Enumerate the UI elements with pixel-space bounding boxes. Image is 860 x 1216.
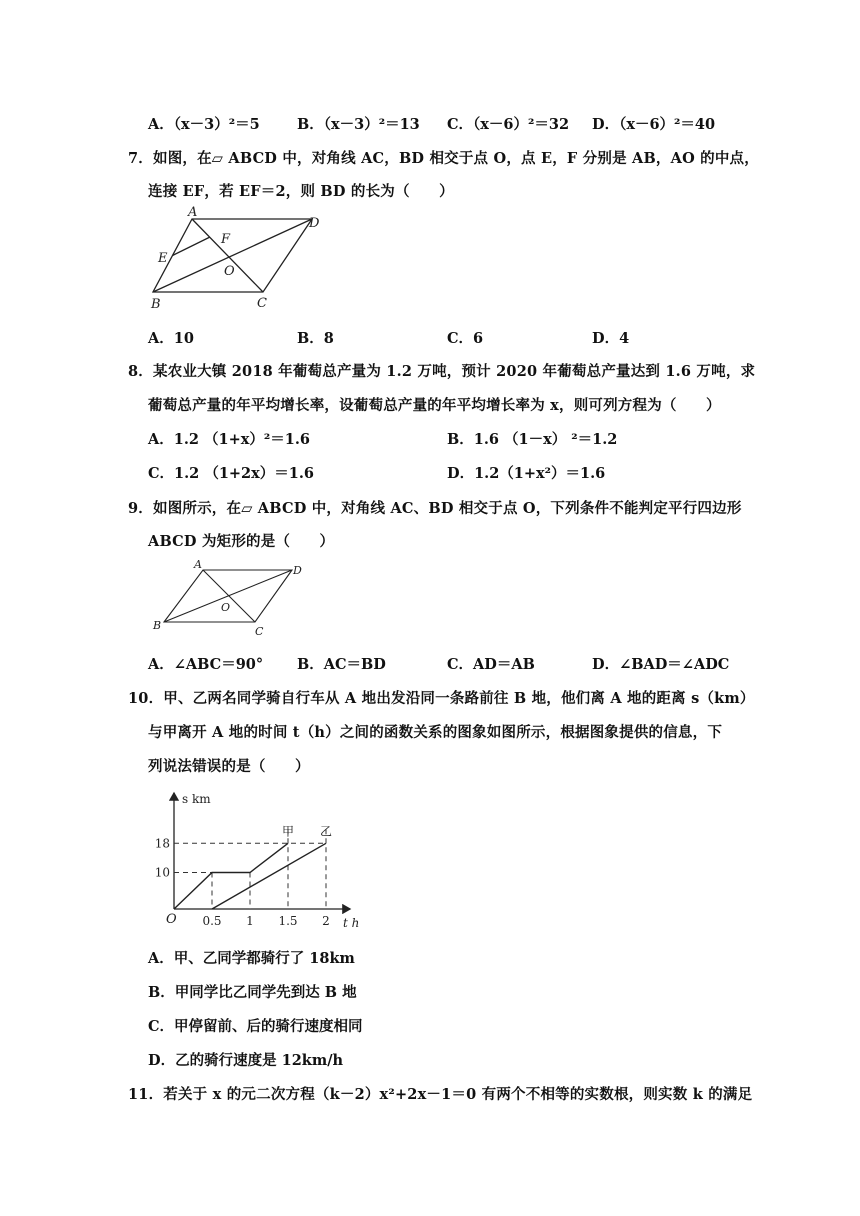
q10-stem-line2: 与甲离开 A 地的时间 t（h）之间的函数关系的图象如图所示，根据图象提供的信息，下 [148,724,723,741]
q10-series-label-1: 乙 [320,824,333,839]
q8-stem-line2: 葡萄总产量的年平均增长率，设葡萄总产量的年平均增长率为 x，则可列方程为（ ） [148,397,721,414]
q9-label-b: B [153,619,162,632]
q10-y-tick-1: 18 [154,836,170,851]
q8-option-b: B．1.6 （1－x） ²＝1.2 [447,431,618,448]
q10-xlabel: t h [343,916,360,930]
q8-option-d: D．1.2（1+x²）＝1.6 [447,465,606,482]
q10-option-d: D．乙的骑行速度是 12km/h [148,1052,344,1069]
q10-distance-time-chart [150,785,365,935]
q7-stem-line1: 7．如图，在▱ ABCD 中，对角线 AC，BD 相交于点 O，点 E，F 分别是 AB，AO 的中点， [128,150,759,167]
q9-option-b: B．AC＝BD [297,656,386,673]
q7-label-a: A [188,205,198,220]
q10-stem-line1: 10．甲、乙两名同学骑自行车从 A 地出发沿同一条路前往 B 地，他们离 A 地的距离 s（km） [128,690,755,707]
q9-option-a: A．∠ABC＝90° [148,656,264,673]
q9-option-d: D．∠BAD＝∠ADC [592,656,730,673]
q6-option-b: B．（x－3）²＝13 [297,116,420,133]
q10-x-tick-0: 0.5 [202,914,222,928]
q6-option-a: A．（x－3）²＝5 [148,116,260,133]
q10-x-tick-2: 1.5 [278,914,298,928]
q7-label-c: C [257,296,267,311]
q7-label-o: O [224,264,235,279]
q9-label-d: D [293,564,302,577]
q7-option-a: A．10 [148,330,194,347]
q10-origin-label: O [166,912,177,927]
q6-option-c: C．（x－6）²＝32 [447,116,570,133]
q8-stem-line1: 8．某农业大镇 2018 年葡萄总产量为 1.2 万吨，预计 2020 年葡萄总产量达到 1.6 万吨，求 [128,363,756,380]
q9-parallelogram-figure [148,555,323,645]
q9-label-o: O [221,601,231,614]
q7-label-b: B [151,297,161,312]
q7-stem-line2: 连接 EF，若 EF＝2，则 BD 的长为（ ） [148,183,454,200]
q7-option-b: B．8 [297,330,334,347]
q8-option-c: C．1.2 （1+2x）＝1.6 [148,465,315,482]
q7-label-d: D [309,216,320,231]
q10-stem-line3: 列说法错误的是（ ） [148,758,310,775]
q7-parallelogram-figure [140,205,340,315]
q9-label-c: C [255,625,264,638]
q10-series-label-0: 甲 [282,824,295,839]
q8-option-a: A．1.2 （1+x）²＝1.6 [148,431,310,448]
q9-option-c: C．AD＝AB [447,656,535,673]
q10-option-c: C．甲停留前、后的骑行速度相同 [148,1018,363,1035]
q10-x-tick-3: 2 [322,914,330,928]
q7-label-f: F [221,232,231,247]
q7-label-e: E [158,251,168,266]
q10-series-line-1 [212,843,326,909]
q7-option-c: C．6 [447,330,484,347]
q9-stem-line2: ABCD 为矩形的是（ ） [148,533,335,550]
q10-y-tick-0: 10 [154,865,170,880]
q6-option-d: D．（x－6）²＝40 [592,116,716,133]
q10-option-a: A．甲、乙同学都骑行了 18km [148,950,355,967]
q7-option-d: D．4 [592,330,630,347]
q11-stem-line1: 11．若关于 x 的元二次方程（k－2）x²+2x－1＝0 有两个不相等的实数根，则实数 k 的满足 [128,1086,753,1103]
q9-stem-line1: 9．如图所示，在▱ ABCD 中，对角线 AC、BD 相交于点 O，下列条件不能判定平行四边形 [128,500,742,517]
q9-label-a: A [194,558,202,571]
q10-ylabel: s km [182,792,211,806]
q10-option-b: B．甲同学比乙同学先到达 B 地 [148,984,357,1001]
q10-series-line-0 [174,843,288,909]
q10-x-tick-1: 1 [246,914,254,928]
